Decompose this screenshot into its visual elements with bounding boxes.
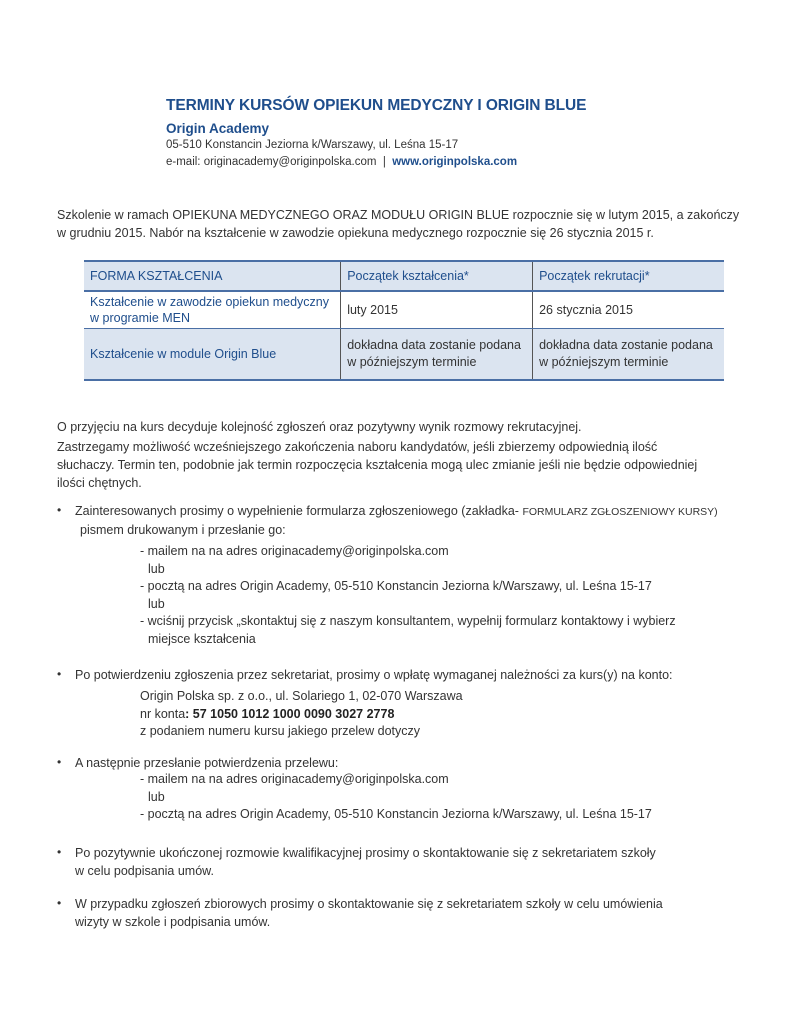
address: 05-510 Konstancin Jeziorna k/Warszawy, ul. Leśna 15-17: [166, 139, 459, 151]
account-label: nr konta: [140, 706, 186, 721]
or-line: lub: [148, 596, 165, 611]
form-tab-name: FORMULARZ ZGŁOSZENIOWY KURSY): [522, 506, 718, 518]
option-line: - wciśnij przycisk „skontaktuj się z naszym konsultantem, wypełnij formularz kontaktowy i wybierz: [140, 614, 676, 628]
confirmation-options: [140, 771, 740, 824]
paragraph-line: Zastrzegamy możliwość wcześniejszego zakończenia naboru kandydatów, jeśli zbierzemy odpowiednią ilość: [57, 440, 658, 454]
table-row: [84, 291, 724, 329]
table-header-row: [84, 261, 724, 291]
table-cell: dokładna data zostanie podana w późniejszym terminie: [341, 329, 533, 381]
intro-line: Szkolenie w ramach OPIEKUNA MEDYCZNEGO ORAZ MODUŁU ORIGIN BLUE rozpocznie się w lutym 2015, a zakończy: [57, 208, 740, 222]
website-link[interactable]: www.originpolska.com: [392, 156, 518, 168]
table-header-cell: Początek kształcenia*: [341, 261, 533, 291]
organization-name: Origin Academy: [166, 121, 270, 136]
bullet-line: Po pozytywnie ukończonej rozmowie kwalifikacyjnej prosimy o skontaktowanie się z sekretariatem szkoły: [75, 846, 656, 860]
submission-options: [140, 543, 740, 648]
company-line: Origin Polska sp. z o.o., ul. Solariego 1, 02-070 Warszawa: [140, 689, 463, 703]
paragraph-line: ilości chętnych.: [57, 476, 142, 490]
bullet-contract: [75, 845, 755, 880]
bullet-line: W przypadku zgłoszeń zbiorowych prosimy o skontaktowanie się z sekretariatem szkoły w celu umówienia: [75, 897, 663, 911]
table-cell: Kształcenie w module Origin Blue: [84, 329, 341, 381]
bullet-icon: •: [57, 896, 62, 910]
contact-line: [166, 156, 517, 168]
bank-details: [140, 688, 740, 741]
transfer-note: z podaniem numeru kursu jakiego przelew dotyczy: [140, 724, 420, 738]
table-cell: 26 stycznia 2015: [533, 291, 724, 329]
bullet-line: w celu podpisania umów.: [75, 863, 214, 878]
option-line: - mailem na na adres originacademy@originpolska.com: [140, 544, 449, 558]
option-line: - pocztą na adres Origin Academy, 05-510 Konstancin Jeziorna k/Warszawy, ul. Leśna 15-17: [140, 579, 652, 593]
bullet-icon: •: [57, 667, 62, 681]
reservation-paragraph: [57, 438, 747, 492]
bullet-confirmation: A następnie przesłanie potwierdzenia przelewu:: [75, 756, 339, 770]
bullet-line: wizyty w szkole i podpisania umów.: [75, 914, 271, 929]
option-line: - pocztą na adres Origin Academy, 05-510 Konstancin Jeziorna k/Warszawy, ul. Leśna 15-17: [140, 807, 652, 821]
account-number: : 57 1050 1012 1000 0090 3027 2778: [185, 706, 395, 721]
table-cell: luty 2015: [341, 291, 533, 329]
bullet-icon: •: [57, 755, 62, 769]
table-row: [84, 329, 724, 381]
or-line: lub: [148, 789, 165, 804]
bullet-payment: Po potwierdzeniu zgłoszenia przez sekretariat, prosimy o wpłatę wymaganej należności za kurs(y) na konto:: [75, 668, 673, 682]
bullet-group: [75, 896, 755, 931]
email-text: e-mail: originacademy@originpolska.com |: [166, 156, 393, 168]
bullet-text: Zainteresowanych prosimy o wypełnienie formularza zgłoszeniowego (zakładka-: [75, 504, 523, 518]
table-header-cell: Początek rekrutacji*: [533, 261, 724, 291]
account-line: [140, 706, 740, 724]
bullet-icon: •: [57, 503, 62, 517]
table-cell: dokładna data zostanie podana w późniejszym terminie: [533, 329, 724, 381]
bullet-application: [75, 503, 755, 539]
option-line: miejsce kształcenia: [148, 631, 256, 646]
intro-line: w grudniu 2015. Nabór na kształcenie w zawodzie opiekuna medycznego rozpocznie się 26 stycznia 2015 r.: [57, 226, 654, 240]
bullet-icon: •: [57, 845, 62, 859]
bullet-line: [75, 503, 755, 522]
schedule-table: [84, 260, 724, 381]
or-line: lub: [148, 561, 165, 576]
table-header-cell: FORMA KSZTAŁCENIA: [84, 261, 341, 291]
admission-note: O przyjęciu na kurs decyduje kolejność zgłoszeń oraz pozytywny wynik rozmowy rekrutacyjnej.: [57, 420, 582, 434]
option-line: - mailem na na adres originacademy@originpolska.com: [140, 772, 449, 786]
table-cell: Kształcenie w zawodzie opiekun medyczny w programie MEN: [84, 291, 341, 329]
page-title: TERMINY KURSÓW OPIEKUN MEDYCZNY I ORIGIN BLUE: [166, 97, 587, 114]
intro-paragraph: [57, 206, 742, 242]
bullet-line: pismem drukowanym i przesłanie go:: [80, 522, 286, 537]
paragraph-line: słuchaczy. Termin ten, podobnie jak termin rozpoczęcia kształcenia mogą ulec zmianie jeśli nie będzie odpowiedniej: [57, 458, 698, 472]
